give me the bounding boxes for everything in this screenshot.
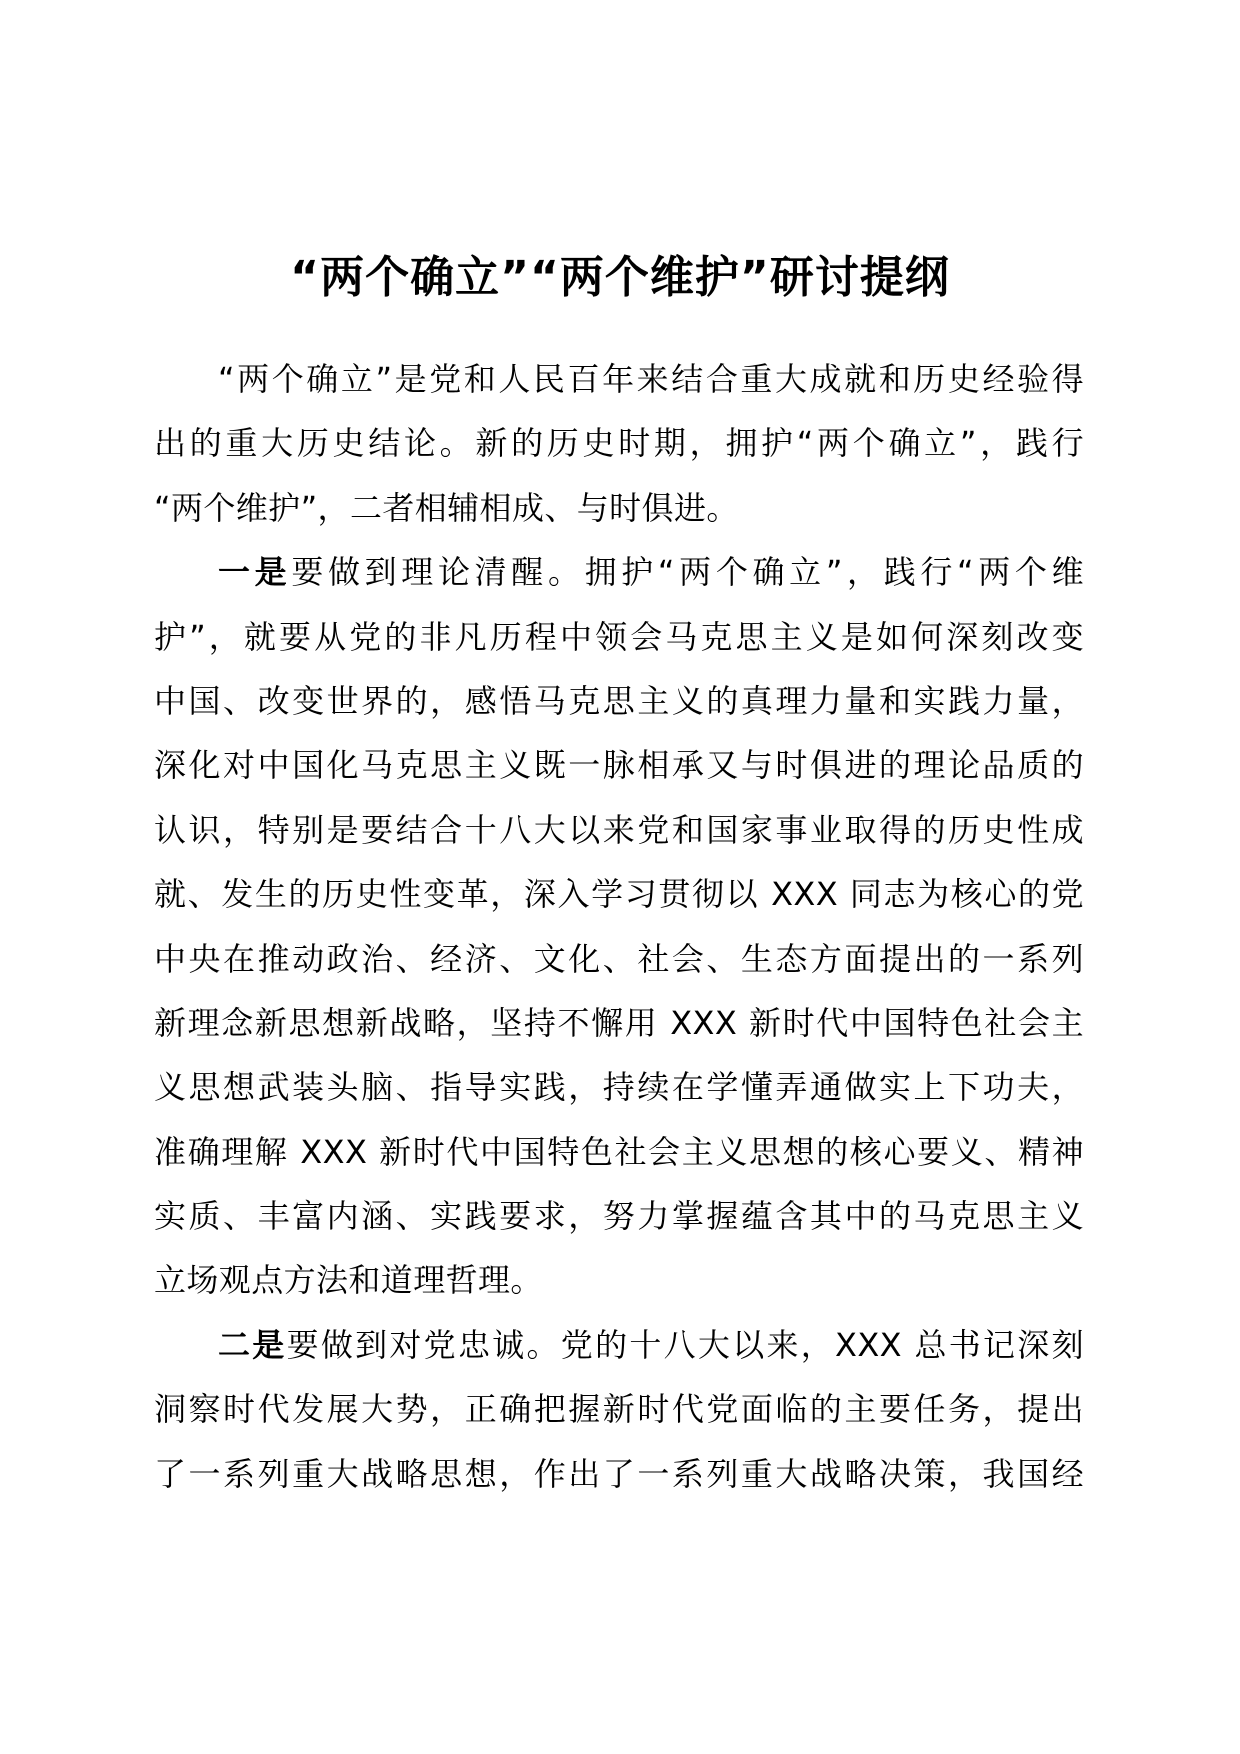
paragraph-2-line-3: 中国、改变世界的，感悟马克思主义的真理力量和实践力量， [154,681,1084,720]
paragraph-2-line-10: 准确理解 XXX 新时代中国特色社会主义思想的核心要义、精神 [154,1132,1084,1171]
paragraph-1-line-1: “两个确立”是党和人民百年来结合重大成就和历史经验得 [218,360,1084,398]
paragraph-lead-label: 一是 [218,553,292,592]
paragraph-2-line-12: 立场观点方法和道理哲理。 [154,1261,543,1300]
paragraph-2-line-8: 新理念新思想新战略，坚持不懈用 XXX 新时代中国特色社会主 [154,1003,1084,1042]
paragraph-3-line-1: 二是要做到对党忠诚。党的十八大以来，XXX 总书记深刻 [218,1325,1084,1364]
document-body [154,347,1084,1506]
paragraph-2-line-2: 护”，就要从党的非凡历程中领会马克思主义是如何深刻改变 [154,617,1084,656]
paragraph-1-line-3: “两个维护”，二者相辅相成、与时俱进。 [154,488,739,527]
paragraph-2-line-11: 实质、丰富内涵、实践要求，努力掌握蕴含其中的马克思主义 [154,1197,1084,1236]
paragraph-2-line-7: 中央在推动政治、经济、文化、社会、生态方面提出的一系列 [154,939,1084,978]
paragraph-2-line-1: 一是要做到理论清醒。拥护“两个确立”，践行“两个维 [218,553,1084,592]
paragraph-2-line-6: 就、发生的历史性变革，深入学习贯彻以 XXX 同志为核心的党 [154,875,1084,914]
paragraph-2-line-5: 认识，特别是要结合十八大以来党和国家事业取得的历史性成 [154,810,1084,849]
paragraph-3-line-2: 洞察时代发展大势，正确把握新时代党面临的主要任务，提出 [154,1390,1084,1429]
paragraph-3-line-3: 了一系列重大战略思想，作出了一系列重大战略决策，我国经 [154,1454,1084,1493]
paragraph-2-line-9: 义思想武装头脑、指导实践，持续在学懂弄通做实上下功夫， [154,1068,1084,1107]
paragraph-1-line-2: 出的重大历史结论。新的历史时期，拥护“两个确立”，践行 [154,424,1084,463]
paragraph-2-line-4: 深化对中国化马克思主义既一脉相承又与时俱进的理论品质的 [154,746,1084,785]
document-title: “两个确立”“两个维护”研讨提纲 [290,252,950,303]
paragraph-lead-label: 二是 [218,1325,287,1364]
